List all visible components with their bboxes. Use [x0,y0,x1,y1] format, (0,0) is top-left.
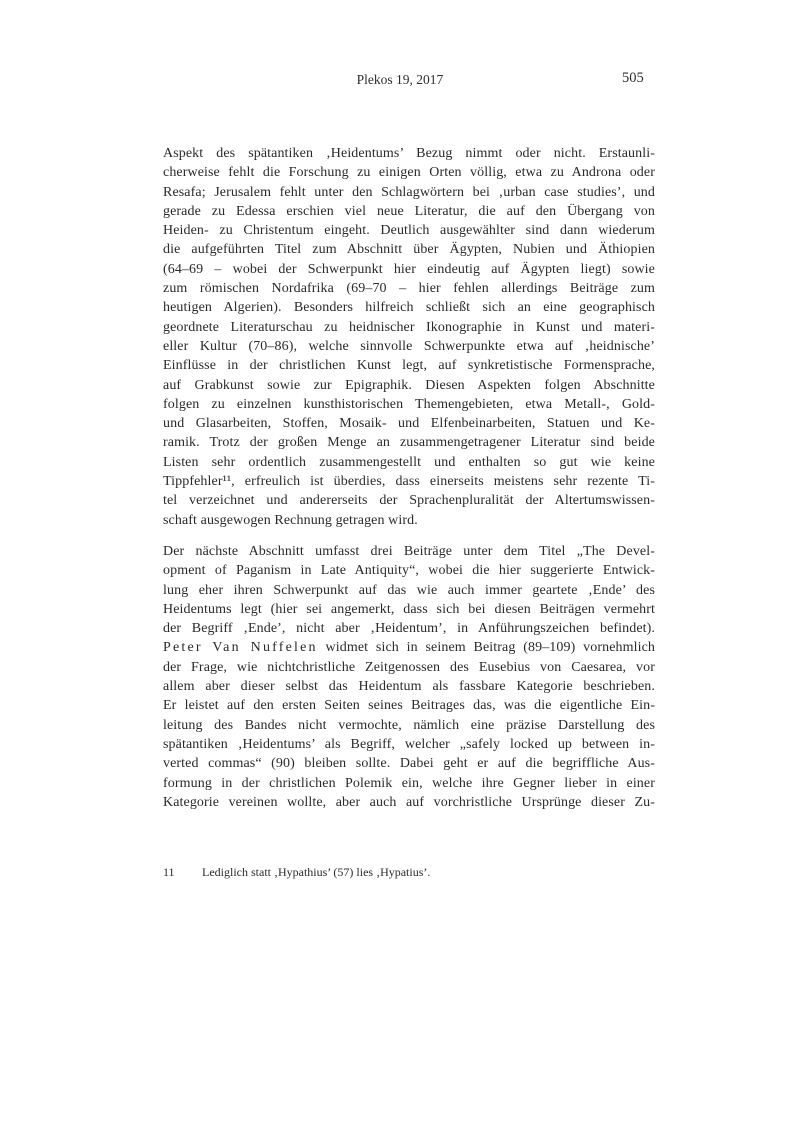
text-line: Aspekt des spätantiken ‚Heidentums’ Bezug nimmt oder nicht. Erstaunli- [163,146,655,161]
author-name-spaced: Peter Van Nuffelen [163,640,318,656]
text-line: heutigen Algerien). Besonders hilfreich schließt sich an eine geographisch [163,300,655,316]
running-head-journal: Plekos 19, 2017 [356,72,444,87]
text-column [163,144,655,880]
text-line: und Glasarbeiten, Stoffen, Mosaik- und Elfenbeinarbeiten, Statuen und Ke- [163,416,655,432]
text-line: Tippfehler¹¹, erfreulich ist überdies, dass einerseits meistens sehr rezente Ti- [163,474,655,490]
text-line: folgen zu einzelnen kunsthistorischen Themengebieten, etwa Metall-, Gold- [163,396,655,412]
text-line: ramik. Trotz der großen Menge an zusammengetragener Literatur sind beide [163,435,655,451]
text-line: Heiden- zu Christentum eingeht. Deutlich ausgewählter sind dann wiederum [163,223,655,239]
text-line: geordnete Literaturschau zu heidnischer Ikonographie in Kunst und materi- [163,319,655,335]
text-line: formung in der christlichen Polemik ein, welche ihre Gegner lieber in einer [163,775,655,791]
paragraph-1 [163,144,655,530]
footnote-number: 11 [163,865,175,880]
page-number: 505 [622,70,644,86]
text-line: opment of Paganism in Late Antiquity“, wobei die hier suggerierte Entwick- [163,563,655,579]
text-line: tel verzeichnet und andererseits der Sprachenpluralität der Altertumswissen- [163,493,655,509]
running-head [0,72,800,92]
text-line: Er leistet auf den ersten Seiten seines Beitrages das, was die eigentliche Ein- [163,698,655,714]
text-line: Resafa; Jerusalem fehlt unter den Schlagwörtern bei ‚urban case studies’, und [163,184,655,200]
text-line: eller Kultur (70–86), welche sinnvolle Schwerpunkte etwa auf ‚heidnische’ [163,338,655,354]
text-line: (64–69 – wobei der Schwerpunkt hier eindeutig auf Ägypten liegt) sowie [163,261,655,277]
text-line: auf Grabkunst sowie zur Epigraphik. Diesen Aspekten folgen Abschnitte [163,377,655,393]
text-line: der Frage, wie nichtchristliche Zeitgenossen des Eusebius von Caesarea, vor [163,659,655,675]
text-line: spätantiken ‚Heidentums’ als Begriff, welcher „safely locked up between in- [163,736,655,752]
author-line-rest: widmet sich in seinem Beitrag (89–109) vornehmlich [317,640,655,656]
footnote [163,864,655,880]
text-line: Listen sehr ordentlich zusammengestellt und enthalten so gut wie keine [163,454,655,470]
text-line: zum römischen Nordafrika (69–70 – hier fehlen allerdings Beiträge zum [163,281,655,297]
text-line: Einflüsse in der christlichen Kunst legt, auf synkretistische Formensprache, [163,358,655,374]
text-line: schaft ausgewogen Rechnung getragen wird. [163,512,418,528]
paragraph-2 [163,542,655,812]
text-line: die aufgeführten Titel zum Abschnitt über Ägypten, Nubien und Äthiopien [163,242,655,258]
footnote-text: Lediglich statt ‚Hypathius’ (57) lies ‚Hypatius’. [202,865,431,880]
text-line: Kategorie vereinen wollte, aber auch auf vorchristliche Ursprünge dieser Zu- [163,794,655,810]
text-line: verted commas“ (90) bleiben sollte. Dabei geht er auf die begriffliche Aus- [163,756,655,772]
text-line: Heidentums legt (hier sei angemerkt, dass sich bei diesen Beiträgen vermehrt [163,601,655,617]
text-line: gerade zu Edessa erschien viel neue Literatur, die auf den Übergang von [163,203,655,219]
text-line: leitung des Bandes nicht vermochte, nämlich eine präzise Darstellung des [163,717,655,733]
text-line: Der nächste Abschnitt umfasst drei Beiträge unter dem Titel „The Devel- [163,543,655,559]
text-line: allem aber dieser selbst das Heidentum als fassbare Kategorie beschrieben. [163,679,655,695]
text-line: lung eher ihren Schwerpunkt auf das wie auch immer geartete ‚Ende’ des [163,582,655,598]
text-line: der Begriff ‚Ende’, nicht aber ‚Heidentum’, in Anführungszeichen befindet). [163,621,655,637]
text-line: cherweise fehlt die Forschung zu einigen Orten völlig, etwa zu Androna oder [163,165,655,181]
text-line-author-name [163,638,655,657]
